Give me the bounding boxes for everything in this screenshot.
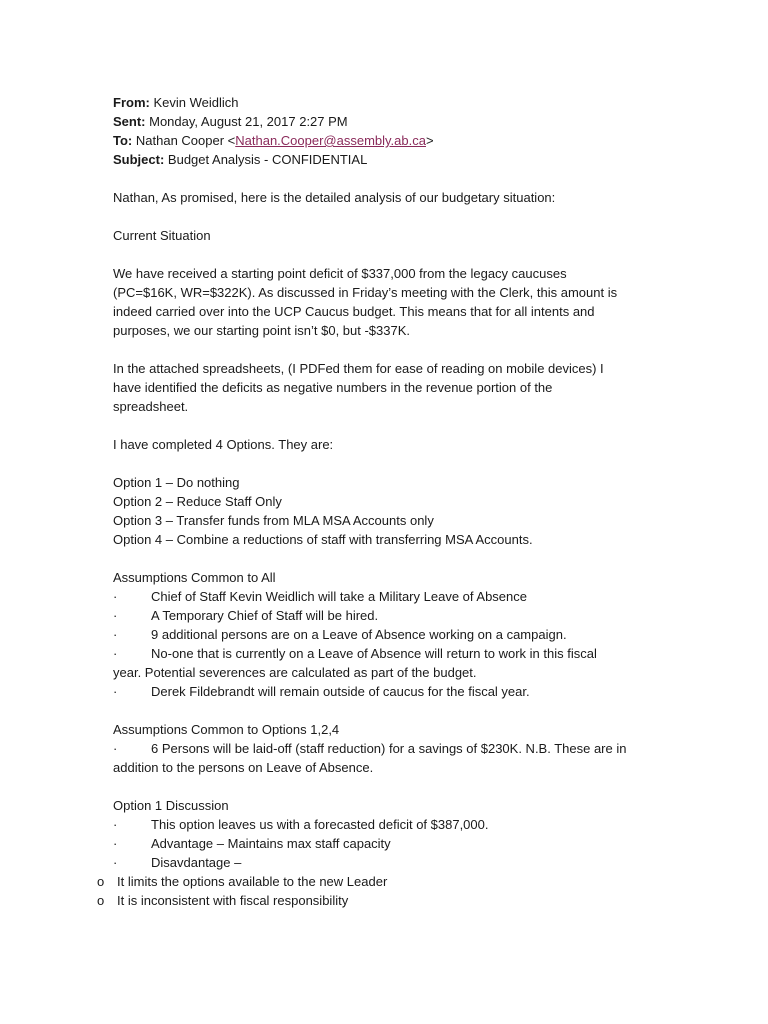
bullet-icon: ·	[113, 646, 118, 661]
list-item-text: 6 Persons will be laid-off (staff reduction) for a savings of $230K. N.B. These are in	[151, 741, 627, 756]
intro-text: Nathan, As promised, here is the detailed analysis of our budgetary situation:	[113, 190, 556, 205]
option1-heading: Option 1 Discussion	[113, 798, 229, 813]
from-line	[113, 93, 673, 112]
list-item	[113, 625, 673, 644]
current-situation-heading: Current Situation	[113, 228, 211, 243]
list-item	[113, 644, 673, 663]
para1-line: We have received a starting point deficit of $337,000 from the legacy caucuses	[113, 266, 567, 281]
list-item-text: 9 additional persons are on a Leave of Absence working on a campaign.	[151, 627, 567, 642]
sub-list-item-text: It limits the options available to the new Leader	[117, 874, 388, 889]
list-item	[113, 587, 673, 606]
list-item-text: Derek Fildebrandt will remain outside of caucus for the fiscal year.	[151, 684, 530, 699]
option-item: Option 3 – Transfer funds from MLA MSA Accounts only	[113, 513, 434, 528]
option-item: Option 1 – Do nothing	[113, 475, 240, 490]
subject-line	[113, 150, 673, 169]
sent-value: Monday, August 21, 2017 2:27 PM	[149, 114, 348, 129]
list-item-text: No-one that is currently on a Leave of Absence will return to work in this fiscal	[151, 646, 597, 661]
list-item-text: Disavdantage –	[151, 855, 242, 870]
list-item-text: Advantage – Maintains max staff capacity	[151, 836, 391, 851]
para1-line: purposes, we our starting point isn’t $0, but -$337K.	[113, 323, 411, 338]
options-intro: I have completed 4 Options. They are:	[113, 437, 334, 452]
subject-value: Budget Analysis - CONFIDENTIAL	[167, 152, 368, 167]
subject-label: Subject:	[113, 152, 165, 167]
list-item	[113, 682, 673, 701]
from-value: Kevin Weidlich	[153, 95, 239, 110]
sent-line	[113, 112, 673, 131]
list-item	[113, 853, 673, 872]
bullet-icon: ·	[113, 627, 118, 642]
to-label: To:	[113, 133, 133, 148]
list-item	[113, 606, 673, 625]
bullet-icon: ·	[113, 836, 118, 851]
sent-label: Sent:	[113, 114, 146, 129]
bullet-icon: ·	[113, 608, 118, 623]
list-item-text: Chief of Staff Kevin Weidlich will take a Military Leave of Absence	[151, 589, 527, 604]
option-item: Option 4 – Combine a reductions of staff with transferring MSA Accounts.	[113, 532, 533, 547]
sub-list-item	[97, 872, 673, 891]
list-item-text: A Temporary Chief of Staff will be hired.	[151, 608, 379, 623]
from-label: From:	[113, 95, 150, 110]
bullet-icon: ·	[113, 855, 118, 870]
email-document	[97, 93, 673, 910]
list-item	[113, 834, 673, 853]
sub-list-item-text: It is inconsistent with fiscal responsibility	[117, 893, 349, 908]
circle-bullet-icon: o	[97, 893, 105, 908]
para2-line: spreadsheet.	[113, 399, 189, 414]
para2-line: In the attached spreadsheets, (I PDFed them for ease of reading on mobile devices) I	[113, 361, 604, 376]
bullet-icon: ·	[113, 741, 118, 756]
list-item	[113, 815, 673, 834]
bullet-icon: ·	[113, 684, 118, 699]
sub-list-item	[97, 891, 673, 910]
assumptions-124-heading: Assumptions Common to Options 1,2,4	[113, 722, 340, 737]
assumptions-all-heading: Assumptions Common to All	[113, 570, 276, 585]
para2-line: have identified the deficits as negative numbers in the revenue portion of the	[113, 380, 553, 395]
para1-line: indeed carried over into the UCP Caucus budget. This means that for all intents and	[113, 304, 595, 319]
list-item-continuation: year. Potential severences are calculated as part of the budget.	[113, 665, 477, 680]
option-item: Option 2 – Reduce Staff Only	[113, 494, 282, 509]
circle-bullet-icon: o	[97, 874, 105, 889]
bullet-icon: ·	[113, 589, 118, 604]
to-close: >	[425, 133, 434, 148]
bullet-icon: ·	[113, 817, 118, 832]
to-name: Nathan Cooper <	[135, 133, 236, 148]
to-email-link[interactable]: Nathan.Cooper@assembly.ab.ca	[235, 133, 426, 148]
list-item-continuation: addition to the persons on Leave of Absence.	[113, 760, 374, 775]
list-item	[113, 739, 673, 758]
list-item-text: This option leaves us with a forecasted deficit of $387,000.	[151, 817, 489, 832]
para1-line: (PC=$16K, WR=$322K). As discussed in Friday’s meeting with the Clerk, this amount is	[113, 285, 618, 300]
to-line	[113, 131, 673, 150]
